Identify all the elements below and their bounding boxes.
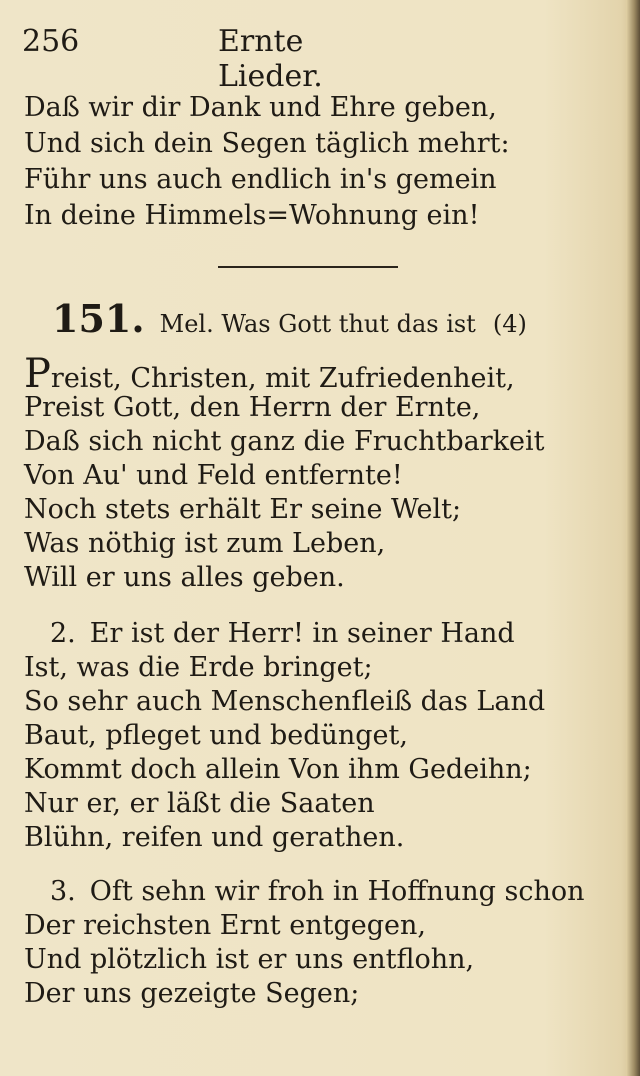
page-number: 256 (22, 24, 80, 59)
verse-line-text: Oft sehn wir froh in Hoffnung schon (89, 876, 585, 907)
verse-line: Der uns gezeigte Segen; (24, 978, 360, 1009)
verse-line: Baut, pfleget und bedünget, (24, 720, 408, 751)
verse-line: Kommt doch allein Von ihm Gedeihn; (24, 754, 532, 785)
verse-line: Von Au' und Feld entfernte! (24, 460, 403, 491)
verse-line: Blühn, reifen und gerathen. (24, 822, 405, 853)
verse-line (50, 876, 585, 907)
previous-line: Daß wir dir Dank und Ehre geben, (24, 92, 497, 123)
verse-line: Der reichsten Ernt entgegen, (24, 910, 426, 941)
verse-line-text: Er ist der Herr! in seiner Hand (89, 618, 515, 649)
melody-reference: Mel. Was Gott thut das ist (159, 310, 476, 338)
verse-line: Will er uns alles geben. (24, 562, 345, 593)
hymn-number: 151. (52, 296, 145, 341)
verse-line: Ist, was die Erde bringet; (24, 652, 373, 683)
verse-line (24, 351, 515, 397)
previous-line: Und sich dein Segen täglich mehrt: (24, 128, 510, 159)
section-divider (218, 266, 398, 268)
verse-line: Nur er, er läßt die Saaten (24, 788, 375, 819)
page-header (22, 24, 392, 94)
verse-line: Daß sich nicht ganz die Fruchtbarkeit (24, 426, 545, 457)
page-edge (626, 0, 640, 1076)
verse-number: 2. (50, 618, 76, 649)
verse-line: Was nöthig ist zum Leben, (24, 528, 386, 559)
drop-cap: P (24, 351, 51, 397)
melody-number: (4) (492, 310, 527, 338)
verse-line-text: reist, Christen, mit Zufriedenheit, (50, 363, 515, 394)
verse-line: Preist Gott, den Herrn der Ernte, (24, 392, 481, 423)
verse-number: 3. (50, 876, 76, 907)
hymn-heading (52, 296, 527, 341)
verse-line: So sehr auch Menschenfleiß das Land (24, 686, 546, 717)
previous-line: Führ uns auch endlich in's gemein (24, 164, 497, 195)
running-title: Ernte Lieder. (218, 24, 323, 94)
verse-line: Noch stets erhält Er seine Welt; (24, 494, 462, 525)
verse-line: Und plötzlich ist er uns entflohn, (24, 944, 475, 975)
verse-line (50, 618, 515, 649)
previous-line: In deine Himmels=Wohnung ein! (24, 200, 480, 231)
